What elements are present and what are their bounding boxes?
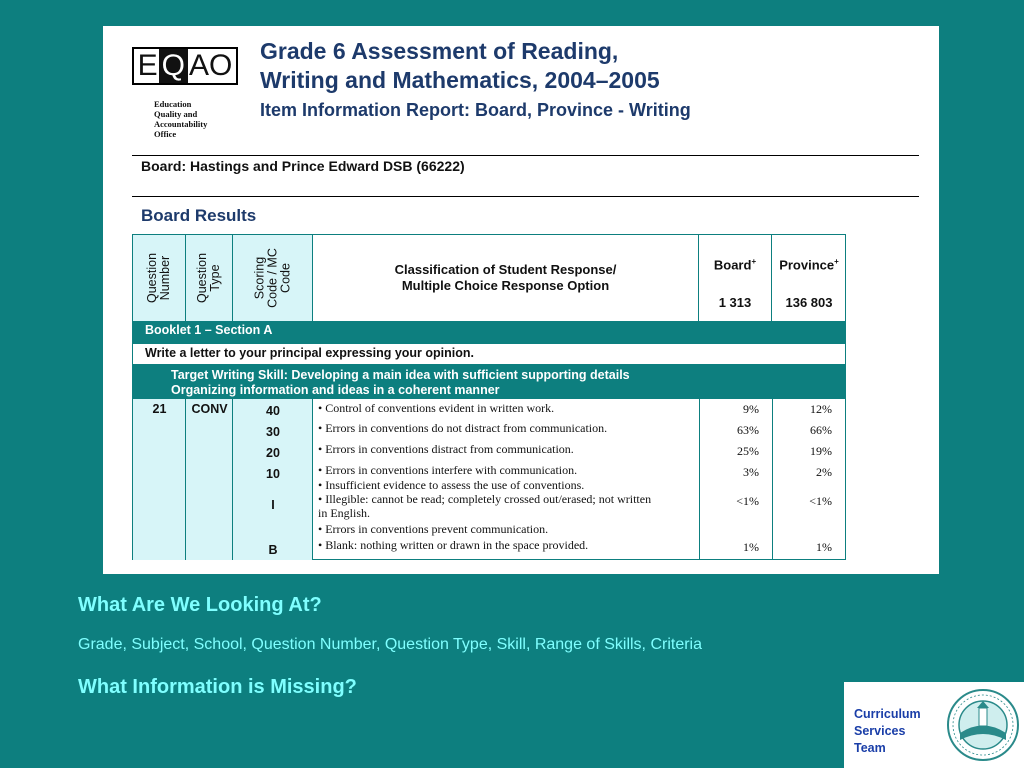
board-percent: 3% xyxy=(743,465,759,479)
divider xyxy=(132,196,919,197)
looking-at-text: Grade, Subject, School, Question Number, Question Type, Skill, Range of Skills, Criteria xyxy=(78,636,702,653)
scoring-code: 10 xyxy=(266,467,280,481)
header-classification: Classification of Student Response/ Multiple Choice Response Option xyxy=(313,235,699,321)
response-description: in English. xyxy=(318,506,371,520)
eqao-logo: E Q AO xyxy=(132,47,238,85)
header-question-type: Question Type xyxy=(186,235,233,321)
divider xyxy=(132,155,919,156)
scoring-code: I xyxy=(271,498,275,512)
report-title-line1: Grade 6 Assessment of Reading, xyxy=(260,38,619,64)
heading-missing: What Information is Missing? xyxy=(78,676,357,698)
prompt-band: Write a letter to your principal expressing your opinion. xyxy=(133,343,845,365)
response-description: • Errors in conventions distract from communication. xyxy=(318,442,574,456)
response-description: • Insufficient evidence to assess the use of conventions. xyxy=(318,478,585,492)
school-board-seal-icon xyxy=(946,688,1020,762)
province-percent: 12% xyxy=(810,402,832,416)
curriculum-badge xyxy=(844,682,1024,768)
province-percent: 2% xyxy=(816,465,832,479)
eqao-logo-subtitle: Education Quality and Accountability Office xyxy=(154,99,208,139)
board-percent: 63% xyxy=(737,423,759,437)
header-province: Province+ 136 803 xyxy=(779,257,839,310)
province-percent: 19% xyxy=(810,444,832,458)
response-description: • Errors in conventions prevent communication. xyxy=(318,522,549,536)
question-type-column xyxy=(186,399,233,560)
province-percent: <1% xyxy=(809,494,832,508)
scoring-code: 30 xyxy=(266,425,280,439)
response-description: • Control of conventions evident in written work. xyxy=(318,401,555,415)
header-scoring-code: Scoring Code / MC Code xyxy=(233,235,313,321)
board-label: Board: Hastings and Prince Edward DSB (66222) xyxy=(141,158,465,174)
board-percent: 1% xyxy=(743,540,759,554)
response-description: • Errors in conventions do not distract from communication. xyxy=(318,421,608,435)
board-percent: 25% xyxy=(737,444,759,458)
scoring-code: 20 xyxy=(266,446,280,460)
question-number: 21 xyxy=(152,402,167,416)
results-table xyxy=(132,234,846,560)
header-board: Board+ 1 313 xyxy=(699,235,772,321)
report-subtitle: Item Information Report: Board, Province - Writing xyxy=(260,100,691,120)
board-percent: 9% xyxy=(743,402,759,416)
response-description: • Errors in conventions interfere with communication. xyxy=(318,463,578,477)
header-question-number: Question Number xyxy=(133,235,186,321)
heading-looking-at: What Are We Looking At? xyxy=(78,594,322,616)
section-title: Board Results xyxy=(141,206,257,225)
scoring-code: 40 xyxy=(266,404,280,418)
province-percent: 1% xyxy=(816,540,832,554)
booklet-band: Booklet 1 – Section A xyxy=(133,321,845,343)
skill-band: Target Writing Skill: Developing a main idea with sufficient supporting details Organizing information and ideas in a coherent manner xyxy=(133,365,845,399)
question-number-column xyxy=(133,399,186,560)
report-image xyxy=(103,26,939,574)
scoring-code: B xyxy=(268,543,278,557)
question-type: CONV xyxy=(191,402,228,416)
response-description: • Illegible: cannot be read; completely crossed out/erased; not written xyxy=(318,492,652,506)
province-percent: 66% xyxy=(810,423,832,437)
badge-text: Curriculum Services Team xyxy=(854,707,921,755)
response-description: • Blank: nothing written or drawn in the space provided. xyxy=(318,538,589,552)
report-title-line2: Writing and Mathematics, 2004–2005 xyxy=(260,67,660,93)
board-percent: <1% xyxy=(736,494,759,508)
